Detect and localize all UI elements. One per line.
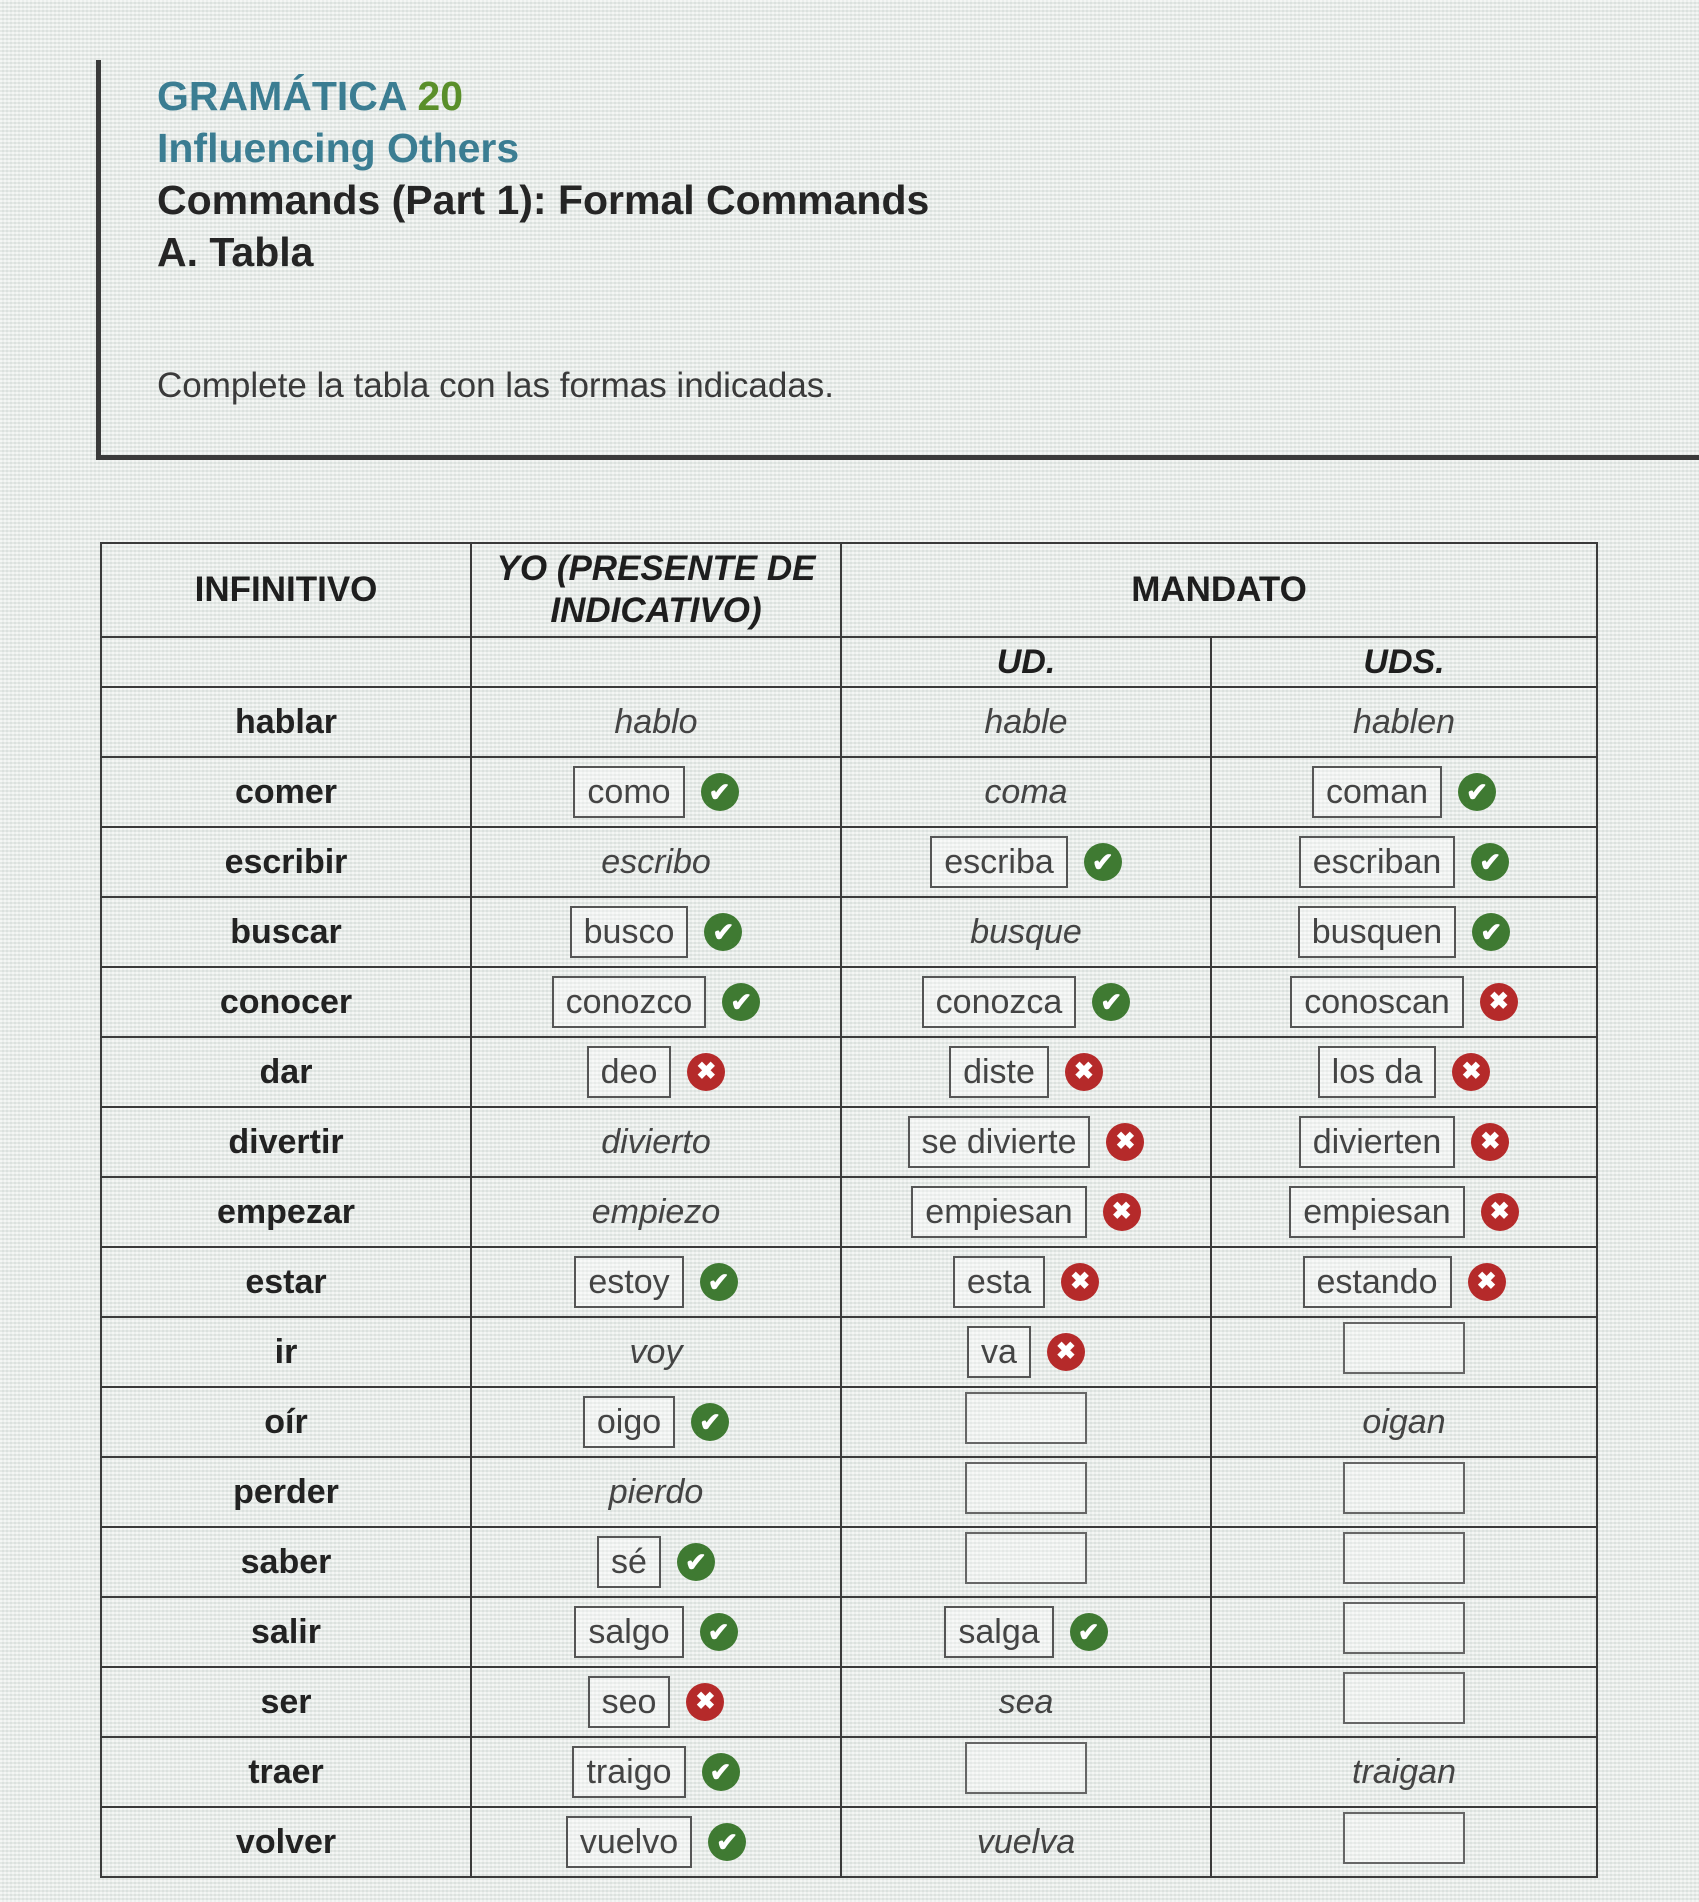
yo-cell: [471, 1667, 841, 1737]
uds-cell: [1211, 1177, 1597, 1247]
uds-cell: [1211, 757, 1597, 827]
conjugation-table: [100, 542, 1598, 1878]
given-form: vuelva: [976, 1822, 1076, 1861]
uds-cell: [1211, 1597, 1597, 1667]
answer-input[interactable]: empiesan: [1289, 1186, 1464, 1238]
yo-cell: [471, 1387, 841, 1457]
ud-cell: [841, 1667, 1211, 1737]
answer-input[interactable]: conozca: [922, 976, 1077, 1028]
answer-input[interactable]: diste: [949, 1046, 1049, 1098]
table-row-conocer: [101, 967, 1597, 1037]
check-circle-icon: ✔: [704, 913, 742, 951]
given-form: divierto: [601, 1122, 711, 1161]
table-row-perder: [101, 1457, 1597, 1527]
answer-group: [949, 1046, 1103, 1098]
given-form: hablen: [1352, 702, 1456, 741]
given-form: sea: [998, 1682, 1054, 1721]
yo-cell: [471, 1807, 841, 1877]
ud-cell: [841, 1037, 1211, 1107]
table-row-traer: [101, 1737, 1597, 1807]
verb-cell: traer: [101, 1737, 471, 1807]
table-row-ser: [101, 1667, 1597, 1737]
answer-group: [597, 1536, 715, 1588]
given-form: busque: [970, 912, 1082, 951]
answer-input[interactable]: estoy: [574, 1256, 683, 1308]
verb-cell: divertir: [101, 1107, 471, 1177]
ud-cell: [841, 1177, 1211, 1247]
answer-input-empty[interactable]: [965, 1392, 1087, 1444]
instructions: Complete la tabla con las formas indicadas.: [157, 366, 835, 405]
verb-cell: salir: [101, 1597, 471, 1667]
answer-input-empty[interactable]: [1343, 1462, 1465, 1514]
answer-group: [1299, 836, 1510, 888]
x-circle-icon: ✖: [1103, 1193, 1141, 1231]
answer-group: [1318, 1046, 1491, 1098]
answer-group: [574, 1256, 737, 1308]
yo-cell: [471, 1457, 841, 1527]
answer-input[interactable]: busquen: [1298, 906, 1456, 958]
x-circle-icon: ✖: [1106, 1123, 1144, 1161]
answer-group: [922, 976, 1131, 1028]
uds-cell: [1211, 1247, 1597, 1317]
answer-input[interactable]: escriban: [1299, 836, 1456, 888]
header-empty-cell: [101, 637, 471, 687]
yo-cell: [471, 1737, 841, 1807]
check-circle-icon: ✔: [1458, 773, 1496, 811]
given-form: escribo: [601, 842, 711, 881]
topic-title: Commands (Part 1): Formal Commands: [157, 177, 930, 223]
yo-cell: [471, 827, 841, 897]
given-form: hable: [984, 702, 1068, 741]
answer-group: [588, 1676, 725, 1728]
answer-group: [930, 836, 1122, 888]
given-form: coma: [984, 772, 1068, 811]
uds-cell: [1211, 1737, 1597, 1807]
header-ud: UD.: [841, 637, 1211, 687]
yo-cell: [471, 1247, 841, 1317]
x-circle-icon: ✖: [1047, 1333, 1085, 1371]
answer-input[interactable]: oigo: [583, 1396, 675, 1448]
answer-input[interactable]: salga: [944, 1606, 1053, 1658]
header-panel: [96, 60, 1699, 460]
x-circle-icon: ✖: [687, 1053, 725, 1091]
uds-cell: [1211, 1527, 1597, 1597]
table-row-buscar: [101, 897, 1597, 967]
check-circle-icon: ✔: [1070, 1613, 1108, 1651]
ud-cell: [841, 1597, 1211, 1667]
ud-cell: [841, 1527, 1211, 1597]
yo-cell: [471, 1527, 841, 1597]
verb-cell: hablar: [101, 687, 471, 757]
check-circle-icon: ✔: [1472, 913, 1510, 951]
answer-input-empty[interactable]: [965, 1462, 1087, 1514]
verb-cell: dar: [101, 1037, 471, 1107]
answer-input[interactable]: salgo: [574, 1606, 683, 1658]
answer-input[interactable]: traigo: [572, 1746, 685, 1798]
table-row-dar: [101, 1037, 1597, 1107]
table-row-volver: [101, 1807, 1597, 1877]
ud-cell: [841, 1107, 1211, 1177]
header-mandato: MANDATO: [841, 543, 1597, 637]
answer-input[interactable]: estando: [1303, 1256, 1452, 1308]
verb-cell: volver: [101, 1807, 471, 1877]
given-form: voy: [629, 1332, 683, 1371]
answer-input-empty[interactable]: [965, 1742, 1087, 1794]
answer-input-empty[interactable]: [965, 1532, 1087, 1584]
table-row-hablar: [101, 687, 1597, 757]
answer-group: [967, 1326, 1085, 1378]
verb-cell: estar: [101, 1247, 471, 1317]
answer-group: [566, 1816, 746, 1868]
chapter-subtitle: Influencing Others: [157, 125, 520, 171]
x-circle-icon: ✖: [1061, 1263, 1099, 1301]
answer-input[interactable]: seo: [588, 1676, 671, 1728]
uds-cell: [1211, 1667, 1597, 1737]
answer-input[interactable]: se divierte: [908, 1116, 1091, 1168]
x-circle-icon: ✖: [1471, 1123, 1509, 1161]
check-circle-icon: ✔: [1084, 843, 1122, 881]
answer-group: [574, 1606, 737, 1658]
given-form: empiezo: [591, 1192, 721, 1231]
answer-group: [1290, 976, 1518, 1028]
table-row-salir: [101, 1597, 1597, 1667]
verb-cell: ser: [101, 1667, 471, 1737]
uds-cell: [1211, 827, 1597, 897]
verb-cell: oír: [101, 1387, 471, 1457]
uds-cell: [1211, 897, 1597, 967]
x-circle-icon: ✖: [1452, 1053, 1490, 1091]
chapter-title: [157, 70, 463, 122]
ud-cell: [841, 757, 1211, 827]
answer-input-empty[interactable]: [1343, 1322, 1465, 1374]
ud-cell: [841, 827, 1211, 897]
answer-input-empty[interactable]: [1343, 1812, 1465, 1864]
answer-group: [944, 1606, 1107, 1658]
answer-input[interactable]: esta: [953, 1256, 1045, 1308]
yo-cell: [471, 757, 841, 827]
answer-group: [583, 1396, 729, 1448]
uds-cell: [1211, 1457, 1597, 1527]
table-row-oír: [101, 1387, 1597, 1457]
answer-group: [1303, 1256, 1506, 1308]
yo-cell: [471, 897, 841, 967]
check-circle-icon: ✔: [677, 1543, 715, 1581]
x-circle-icon: ✖: [1481, 1193, 1519, 1231]
table-row-divertir: [101, 1107, 1597, 1177]
check-circle-icon: ✔: [691, 1403, 729, 1441]
table-row-comer: [101, 757, 1597, 827]
table-row-empezar: [101, 1177, 1597, 1247]
answer-input[interactable]: busco: [570, 906, 689, 958]
answer-group: [1298, 906, 1510, 958]
header-yo: YO (PRESENTE DE INDICATIVO): [471, 543, 841, 637]
verb-cell: ir: [101, 1317, 471, 1387]
chapter-label: GRAMÁTICA: [157, 73, 407, 119]
header-infinitivo: INFINITIVO: [101, 543, 471, 637]
check-circle-icon: ✔: [702, 1753, 740, 1791]
answer-input[interactable]: empiesan: [911, 1186, 1086, 1238]
answer-group: [572, 1746, 739, 1798]
answer-group: [570, 906, 743, 958]
answer-input[interactable]: conozco: [552, 976, 707, 1028]
ud-cell: [841, 967, 1211, 1037]
yo-cell: [471, 1177, 841, 1247]
answer-group: [908, 1116, 1145, 1168]
answer-group: [1312, 766, 1496, 818]
answer-input[interactable]: coman: [1312, 766, 1442, 818]
uds-cell: [1211, 1807, 1597, 1877]
answer-group: [587, 1046, 726, 1098]
answer-input[interactable]: los da: [1318, 1046, 1437, 1098]
section-title: A. Tabla: [157, 229, 314, 275]
answer-group: [911, 1186, 1140, 1238]
yo-cell: [471, 687, 841, 757]
ud-cell: [841, 1457, 1211, 1527]
x-circle-icon: ✖: [686, 1683, 724, 1721]
table-body: [101, 687, 1597, 1877]
table-row-saber: [101, 1527, 1597, 1597]
ud-cell: [841, 1807, 1211, 1877]
verb-cell: escribir: [101, 827, 471, 897]
answer-group: [1289, 1186, 1518, 1238]
check-circle-icon: ✔: [1092, 983, 1130, 1021]
answer-input[interactable]: deo: [587, 1046, 672, 1098]
yo-cell: [471, 1317, 841, 1387]
yo-cell: [471, 1107, 841, 1177]
answer-input[interactable]: conoscan: [1290, 976, 1464, 1028]
ud-cell: [841, 897, 1211, 967]
answer-input[interactable]: sé: [597, 1536, 661, 1588]
ud-cell: [841, 1387, 1211, 1457]
verb-cell: buscar: [101, 897, 471, 967]
table-row-escribir: [101, 827, 1597, 897]
header-uds: UDS.: [1211, 637, 1597, 687]
answer-input-empty[interactable]: [1343, 1532, 1465, 1584]
check-circle-icon: ✔: [1471, 843, 1509, 881]
x-circle-icon: ✖: [1468, 1263, 1506, 1301]
answer-input[interactable]: vuelvo: [566, 1816, 692, 1868]
answer-group: [1299, 1116, 1510, 1168]
uds-cell: [1211, 1317, 1597, 1387]
x-circle-icon: ✖: [1480, 983, 1518, 1021]
ud-cell: [841, 1737, 1211, 1807]
uds-cell: [1211, 1107, 1597, 1177]
answer-input[interactable]: divierten: [1299, 1116, 1456, 1168]
answer-input-empty[interactable]: [1343, 1672, 1465, 1724]
answer-input[interactable]: escriba: [930, 836, 1068, 888]
check-circle-icon: ✔: [700, 1263, 738, 1301]
answer-group: [552, 976, 761, 1028]
answer-input[interactable]: como: [573, 766, 684, 818]
verb-cell: conocer: [101, 967, 471, 1037]
header-empty-cell: [471, 637, 841, 687]
given-form: oigan: [1362, 1402, 1446, 1441]
verb-cell: saber: [101, 1527, 471, 1597]
check-circle-icon: ✔: [708, 1823, 746, 1861]
answer-group: [573, 766, 738, 818]
verb-cell: empezar: [101, 1177, 471, 1247]
answer-group: [953, 1256, 1099, 1308]
verb-cell: comer: [101, 757, 471, 827]
given-form: hablo: [614, 702, 698, 741]
ud-cell: [841, 687, 1211, 757]
check-circle-icon: ✔: [701, 773, 739, 811]
yo-cell: [471, 1037, 841, 1107]
uds-cell: [1211, 967, 1597, 1037]
given-form: pierdo: [608, 1472, 704, 1511]
table-row-estar: [101, 1247, 1597, 1317]
given-form: traigan: [1352, 1752, 1456, 1791]
check-circle-icon: ✔: [700, 1613, 738, 1651]
ud-cell: [841, 1247, 1211, 1317]
check-circle-icon: ✔: [722, 983, 760, 1021]
chapter-number: 20: [417, 73, 464, 119]
uds-cell: [1211, 1387, 1597, 1457]
ud-cell: [841, 1317, 1211, 1387]
yo-cell: [471, 967, 841, 1037]
answer-input-empty[interactable]: [1343, 1602, 1465, 1654]
uds-cell: [1211, 1037, 1597, 1107]
answer-input[interactable]: va: [967, 1326, 1031, 1378]
verb-cell: perder: [101, 1457, 471, 1527]
yo-cell: [471, 1597, 841, 1667]
table-row-ir: [101, 1317, 1597, 1387]
x-circle-icon: ✖: [1065, 1053, 1103, 1091]
uds-cell: [1211, 687, 1597, 757]
